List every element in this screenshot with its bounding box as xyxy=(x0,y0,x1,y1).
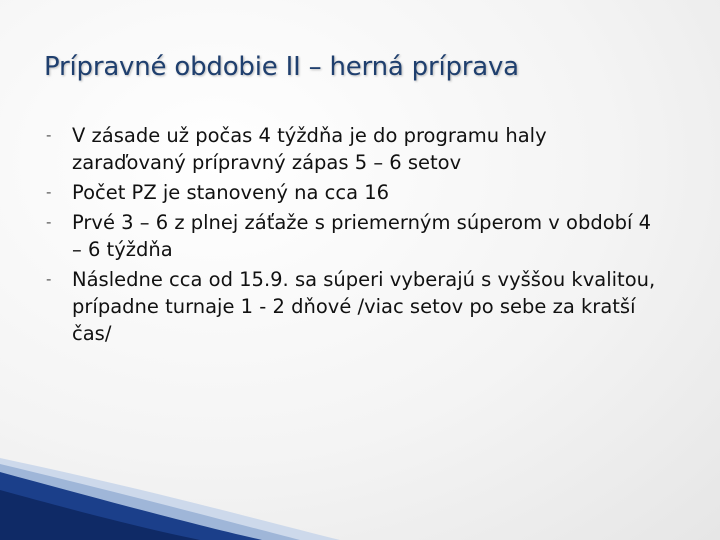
bullet-item xyxy=(46,122,666,176)
bullet-dash-icon: - xyxy=(46,213,52,231)
bullet-dash-icon: - xyxy=(46,270,52,288)
bullet-item xyxy=(46,209,666,263)
bullet-text: Prvé 3 – 6 z plnej záťaže s priemerným súperom v období 4 – 6 týždňa xyxy=(72,211,652,261)
bullet-item xyxy=(46,179,666,206)
decorative-wave xyxy=(0,450,720,540)
bullet-dash-icon: - xyxy=(46,126,52,144)
bullet-item xyxy=(46,266,666,347)
bullet-text: Počet PZ je stanovený na cca 16 xyxy=(72,181,390,204)
bullet-dash-icon: - xyxy=(46,183,52,201)
bullet-text: V zásade už počas 4 týždňa je do programu haly zaraďovaný prípravný zápas 5 – 6 setov xyxy=(72,124,547,174)
slide-title: Prípravné obdobie II – herná príprava xyxy=(44,52,519,82)
bullet-text: Následne cca od 15.9. sa súperi vyberajú s vyššou kvalitou, prípadne turnaje 1 - 2 dňové /viac setov po sebe za kratší čas/ xyxy=(72,268,656,345)
bullet-list xyxy=(46,122,666,350)
